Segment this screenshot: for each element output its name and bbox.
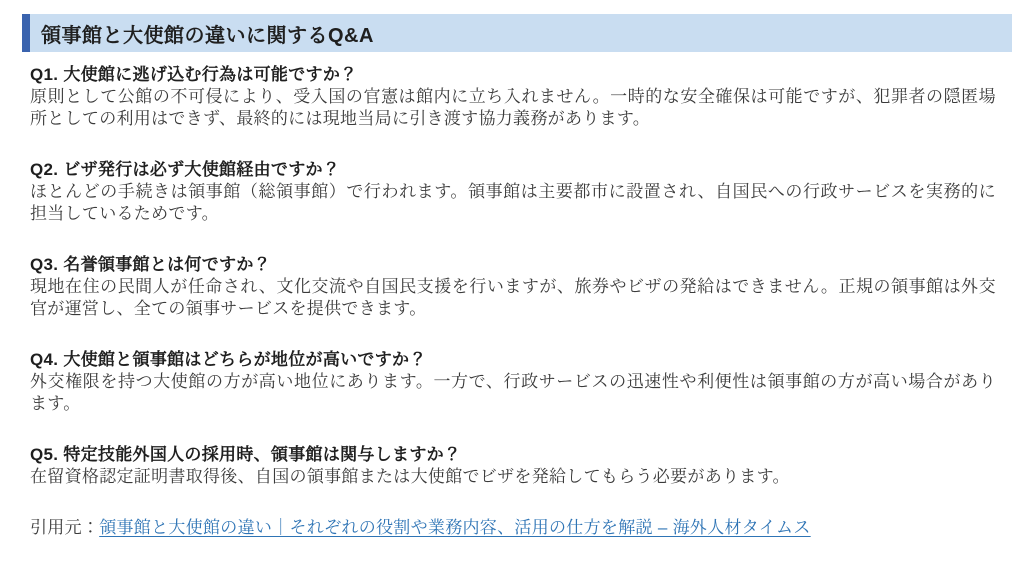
answer-text: 在留資格認定証明書取得後、自国の領事館または大使館でビザを発給してもらう必要があります。 xyxy=(30,467,790,486)
answer-text: ほとんどの手続きは領事館（総領事館）で行われます。領事館は主要都市に設置され、自国民への行政サービスを実務的に担当しているためです。 xyxy=(30,182,996,223)
page-title-bar xyxy=(22,14,1012,52)
answer-text: 原則として公館の不可侵により、受入国の官憲は館内に立ち入れません。一時的な安全確保は可能ですが、犯罪者の隠匿場所としての利用はできず、最終的には現地当局に引き渡す協力義務があります。 xyxy=(30,87,996,128)
citation-link[interactable]: 領事館と大使館の違い｜それぞれの役割や業務内容、活用の仕方を解説 – 海外人材タイムス xyxy=(99,518,811,537)
question-text: Q1. 大使館に逃げ込む行為は可能ですか？ xyxy=(30,65,358,84)
answer-text: 外交権限を持つ大使館の方が高い地位にあります。一方で、行政サービスの迅速性や利便性は領事館の方が高い場合があります。 xyxy=(30,372,996,413)
citation-line xyxy=(30,517,996,539)
qa-item-4 xyxy=(30,349,996,415)
qa-item-2 xyxy=(30,159,996,225)
answer-text: 現地在住の民間人が任命され、文化交流や自国民支援を行いますが、旅券やビザの発給はできません。正規の領事館は外交官が運営し、全ての領事サービスを提供できます。 xyxy=(30,277,996,318)
title-accent-bar xyxy=(22,14,30,52)
question-text: Q2. ビザ発行は必ず大使館経由ですか？ xyxy=(30,160,341,179)
question-text: Q4. 大使館と領事館はどちらが地位が高いですか？ xyxy=(30,350,427,369)
question-text: Q3. 名誉領事館とは何ですか？ xyxy=(30,255,271,274)
qa-item-3 xyxy=(30,254,996,320)
qa-list xyxy=(30,64,996,539)
citation-label: 引用元： xyxy=(30,518,100,537)
question-text: Q5. 特定技能外国人の採用時、領事館は関与しますか？ xyxy=(30,445,462,464)
page-title: 領事館と大使館の違いに関するQ&A xyxy=(41,24,374,47)
qa-item-5 xyxy=(30,444,996,488)
qa-item-1 xyxy=(30,64,996,130)
